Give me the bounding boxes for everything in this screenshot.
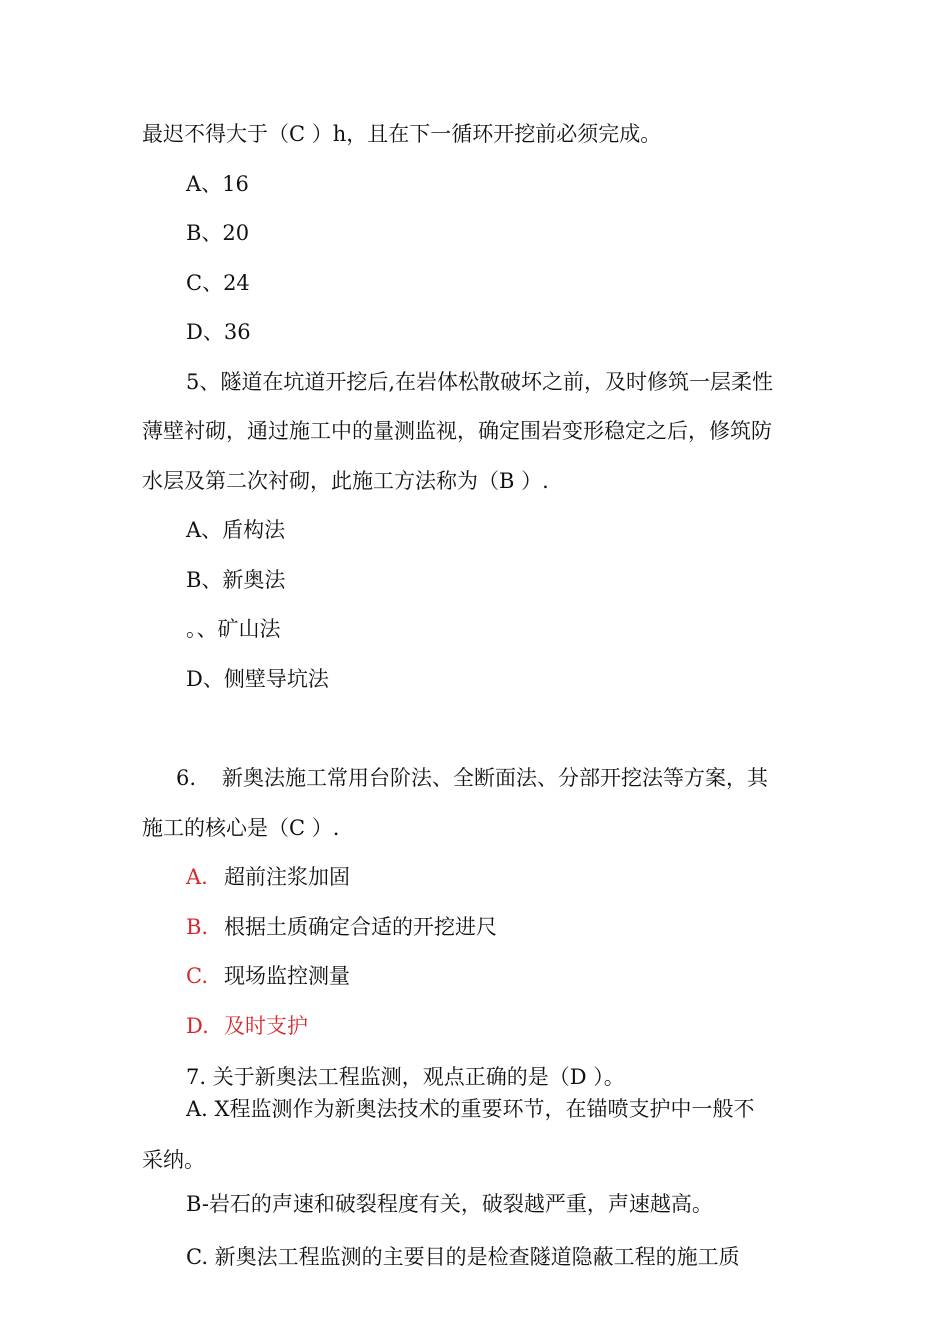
q4-option-c: C、24 bbox=[186, 271, 250, 295]
q6-option-c bbox=[186, 962, 350, 990]
q4-text-line: 最迟不得大于（C ）h，且在下一循环开挖前必须完成。 bbox=[142, 122, 662, 146]
q6-option-d bbox=[186, 1012, 308, 1040]
q6-option-c-letter: C. bbox=[186, 964, 208, 988]
q6-option-d-text: 及时支护 bbox=[224, 1014, 308, 1038]
q4-option-d: D、36 bbox=[186, 320, 251, 344]
q5-option-b: B、新奥法 bbox=[186, 568, 286, 592]
q4-option-a: A、16 bbox=[186, 172, 249, 196]
q5-text-line-2: 薄壁衬砌，通过施工中的量测监视，确定围岩变形稳定之后，修筑防 bbox=[142, 419, 772, 443]
q7-option-a-line-2: 采纳。 bbox=[142, 1148, 205, 1172]
q6-option-c-text: 现场监控测量 bbox=[224, 964, 350, 988]
q6-text-line-2: 施工的核心是（C ）. bbox=[142, 816, 340, 840]
q7-text-line-1: 7. 关于新奥法工程监测，观点正确的是（D ）。 bbox=[186, 1065, 625, 1089]
q5-option-d: D、侧壁导坑法 bbox=[186, 667, 329, 691]
q4-option-b: B、20 bbox=[186, 221, 250, 245]
q6-text: 新奥法施工常用台阶法、全断面法、分部开挖法等方案，其 bbox=[222, 766, 768, 790]
q6-option-b-text: 根据土质确定合适的开挖进尺 bbox=[224, 915, 497, 939]
q7-option-b: B-岩石的声速和破裂程度有关，破裂越严重，声速越高。 bbox=[186, 1192, 713, 1216]
q6-option-a-letter: A. bbox=[186, 865, 208, 889]
q6-text-line-1 bbox=[176, 764, 768, 792]
q6-option-d-letter: D. bbox=[186, 1014, 209, 1038]
q5-text-line-1: 5、隧道在坑道开挖后,在岩体松散破坏之前，及时修筑一层柔性 bbox=[186, 370, 774, 394]
q5-option-c: 。、矿山法 bbox=[186, 617, 281, 641]
q5-text-line-3: 水层及第二次衬砌，此施工方法称为（B ）. bbox=[142, 469, 549, 493]
q6-option-b bbox=[186, 913, 497, 941]
q6-option-a bbox=[186, 863, 350, 891]
q6-number: 6. bbox=[176, 766, 197, 790]
q7-option-a-line-1: A. X程监测作为新奥法技术的重要环节，在锚喷支护中一般不 bbox=[186, 1097, 755, 1121]
q7-option-c-line-1: C. 新奥法工程监测的主要目的是检查隧道隐蔽工程的施工质 bbox=[186, 1245, 740, 1269]
q5-option-a: A、盾构法 bbox=[186, 518, 286, 542]
q6-option-b-letter: B. bbox=[186, 915, 209, 939]
q6-option-a-text: 超前注浆加固 bbox=[224, 865, 350, 889]
